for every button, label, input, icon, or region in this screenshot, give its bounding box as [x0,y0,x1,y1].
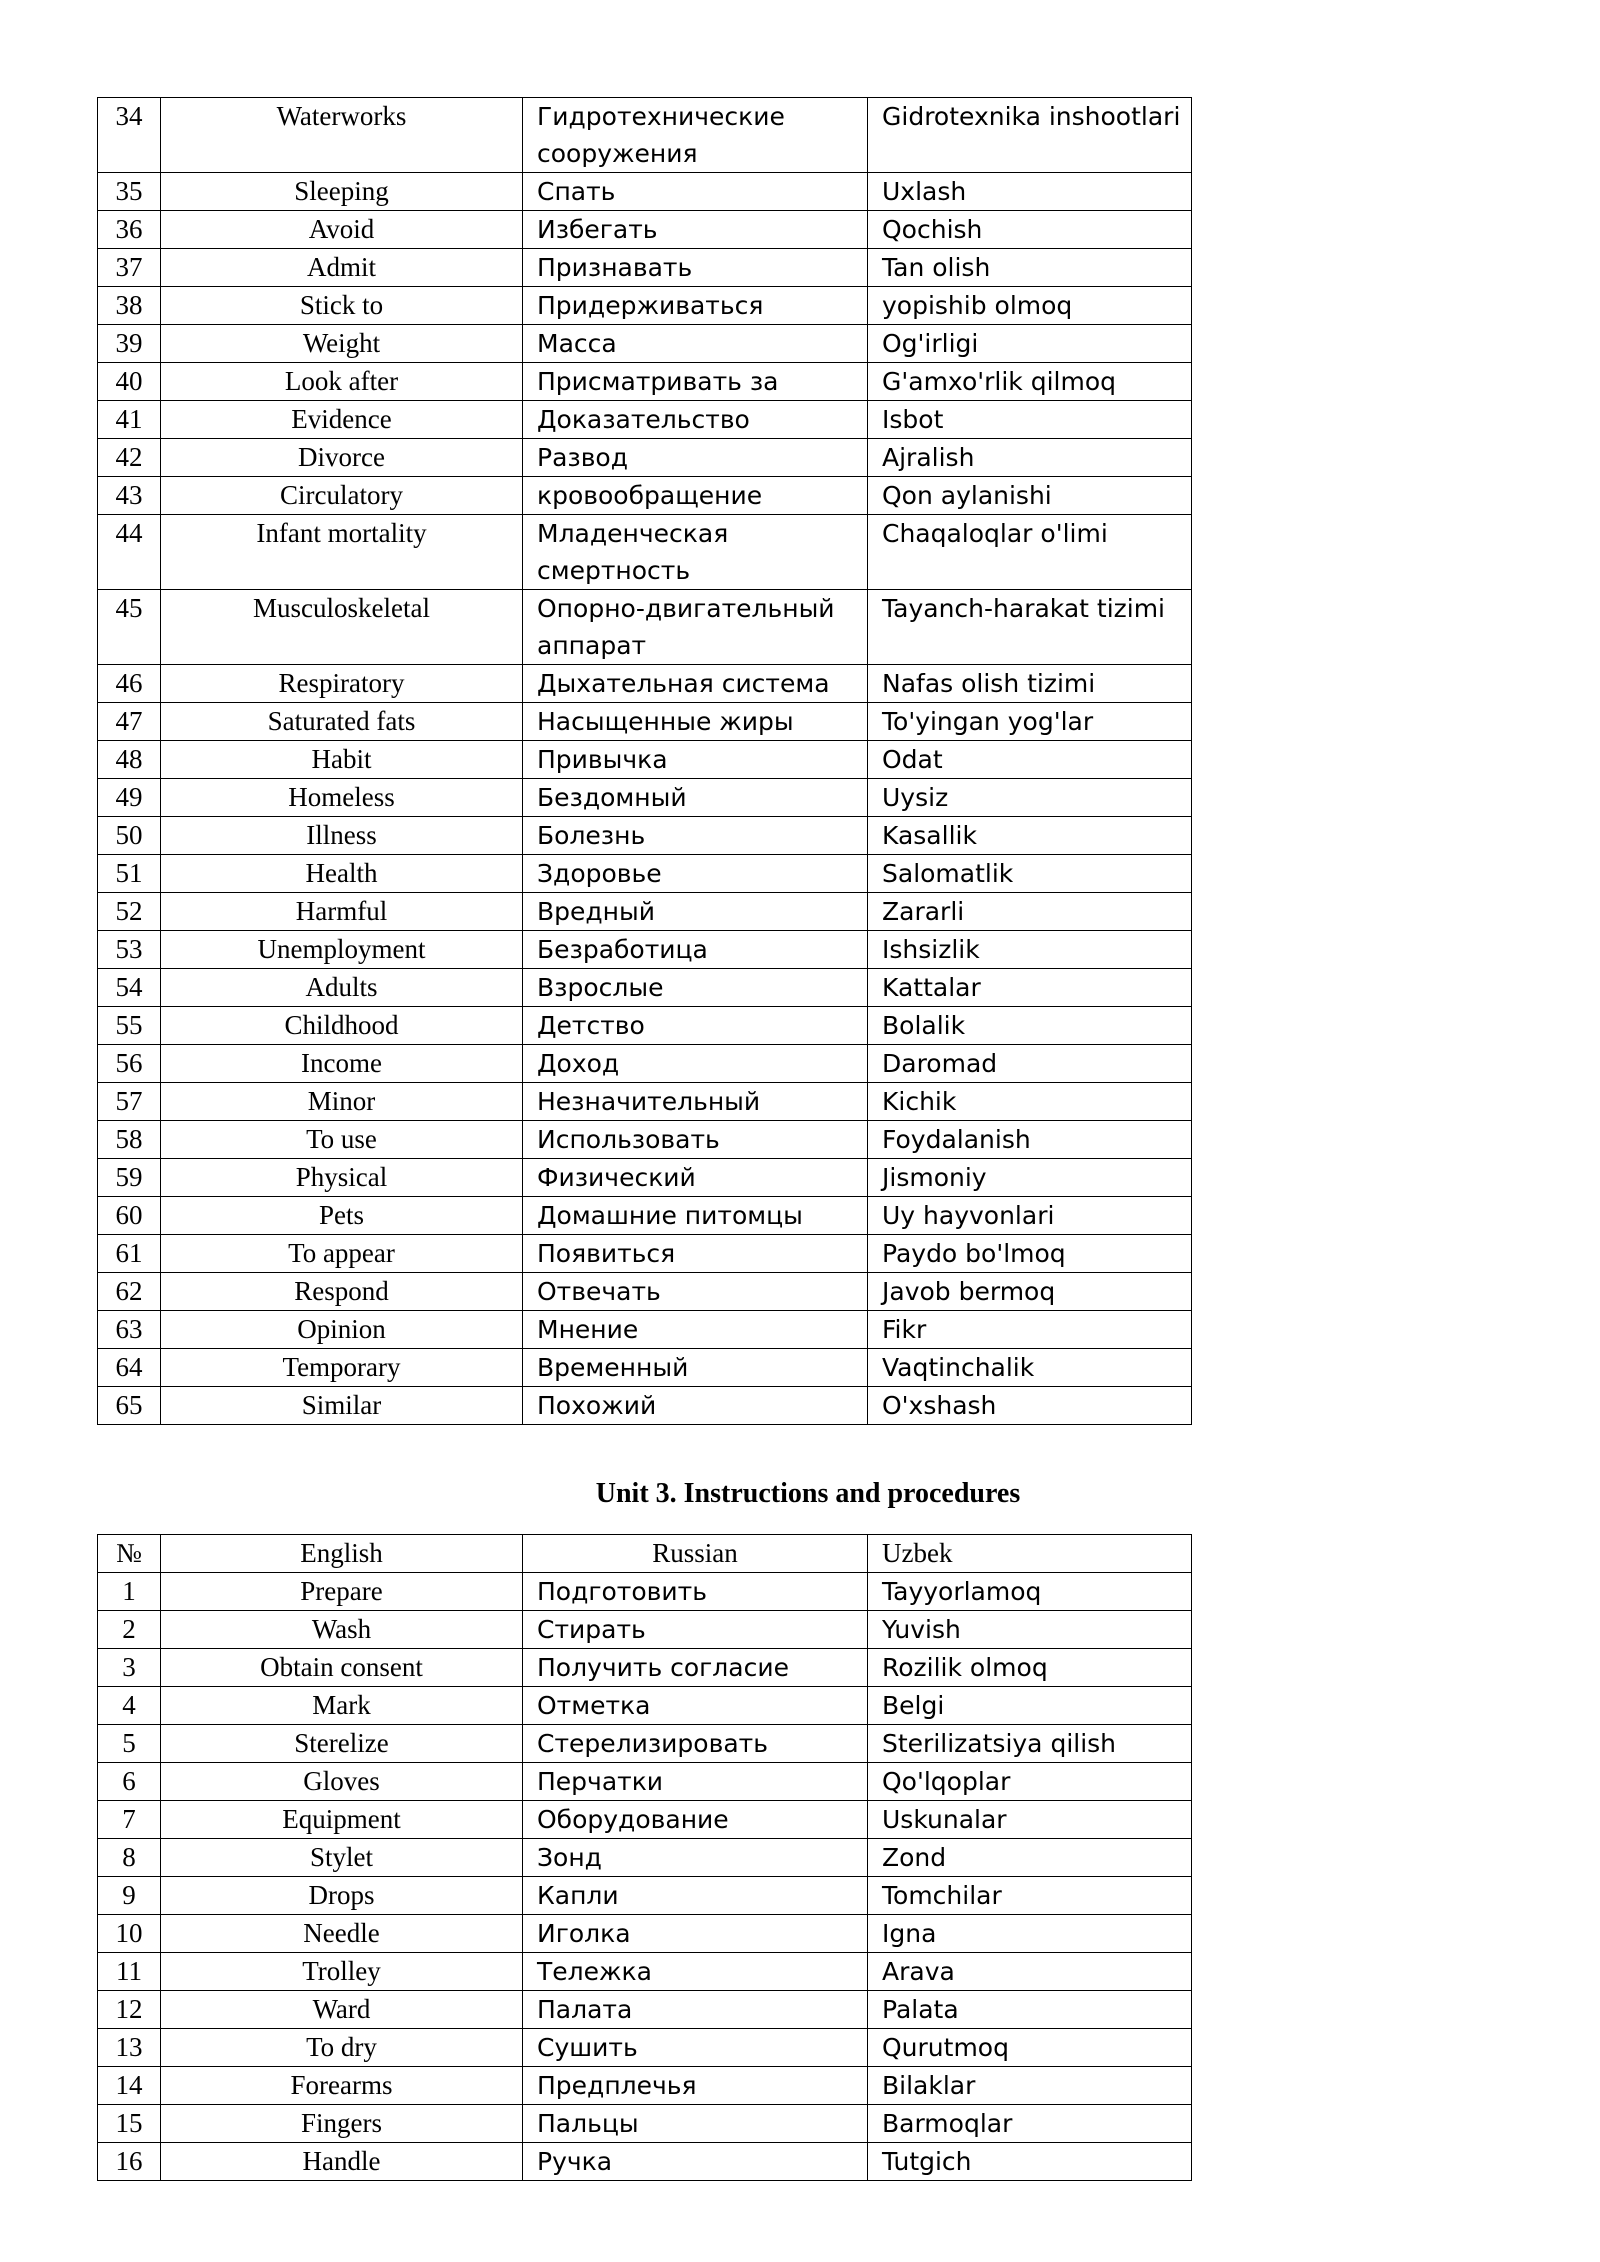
cell-uzbek: Vaqtinchalik [868,1349,1192,1387]
cell-number: 50 [98,817,161,855]
cell-number: 57 [98,1083,161,1121]
cell-uzbek: Kattalar [868,969,1192,1007]
cell-russian: Признавать [523,249,868,287]
table-row [98,1311,1192,1349]
cell-uzbek: Kichik [868,1083,1192,1121]
cell-english: Sleeping [161,173,523,211]
cell-number: 35 [98,173,161,211]
table-row [98,439,1192,477]
table-row [98,1763,1192,1801]
cell-english: Respond [161,1273,523,1311]
cell-english: Unemployment [161,931,523,969]
cell-english: Adults [161,969,523,1007]
cell-number: 39 [98,325,161,363]
table-row [98,779,1192,817]
cell-russian: Мнение [523,1311,868,1349]
cell-number: 5 [98,1725,161,1763]
cell-uzbek: Uysiz [868,779,1192,817]
table-row [98,969,1192,1007]
table-row [98,855,1192,893]
cell-number: 64 [98,1349,161,1387]
table-row [98,1801,1192,1839]
cell-english: Gloves [161,1763,523,1801]
cell-english: Pets [161,1197,523,1235]
cell-english: Admit [161,249,523,287]
cell-russian: Избегать [523,211,868,249]
cell-russian: Привычка [523,741,868,779]
cell-uzbek: Zond [868,1839,1192,1877]
header-english: English [161,1535,523,1573]
cell-uzbek: Tutgich [868,2143,1192,2181]
cell-uzbek: Zararli [868,893,1192,931]
table-row [98,1121,1192,1159]
table-row [98,173,1192,211]
cell-number: 40 [98,363,161,401]
cell-uzbek: Tayanch-harakat tizimi [868,590,1192,665]
cell-number: 1 [98,1573,161,1611]
cell-russian: Тележка [523,1953,868,1991]
cell-russian: Стерелизировать [523,1725,868,1763]
table-row [98,1839,1192,1877]
cell-uzbek: Arava [868,1953,1192,1991]
cell-russian: Болезнь [523,817,868,855]
cell-uzbek: Daromad [868,1045,1192,1083]
cell-russian: Взрослые [523,969,868,1007]
cell-number: 62 [98,1273,161,1311]
cell-english: To use [161,1121,523,1159]
table-row [98,1953,1192,1991]
cell-uzbek: Gidrotexnika inshootlari [868,98,1192,173]
cell-russian: Опорно-двигательный аппарат [523,590,868,665]
cell-english: Drops [161,1877,523,1915]
table-row [98,817,1192,855]
cell-uzbek: Chaqaloqlar o'limi [868,515,1192,590]
cell-english: Obtain consent [161,1649,523,1687]
cell-number: 55 [98,1007,161,1045]
cell-number: 4 [98,1687,161,1725]
cell-english: Musculoskeletal [161,590,523,665]
vocabulary-table-body [98,98,1192,1425]
cell-uzbek: Jismoniy [868,1159,1192,1197]
cell-russian: Использовать [523,1121,868,1159]
cell-number: 6 [98,1763,161,1801]
cell-russian: Капли [523,1877,868,1915]
cell-number: 61 [98,1235,161,1273]
cell-uzbek: Og'irligi [868,325,1192,363]
cell-uzbek: Fikr [868,1311,1192,1349]
table-row [98,1573,1192,1611]
cell-number: 59 [98,1159,161,1197]
table-row [98,1915,1192,1953]
cell-number: 49 [98,779,161,817]
cell-russian: Масса [523,325,868,363]
cell-number: 58 [98,1121,161,1159]
cell-uzbek: Uy hayvonlari [868,1197,1192,1235]
cell-uzbek: Foydalanish [868,1121,1192,1159]
cell-uzbek: Kasallik [868,817,1192,855]
cell-uzbek: G'amxo'rlik qilmoq [868,363,1192,401]
cell-english: Circulatory [161,477,523,515]
cell-uzbek: Nafas olish tizimi [868,665,1192,703]
table-row [98,1991,1192,2029]
table-row [98,665,1192,703]
header-russian: Russian [523,1535,868,1573]
cell-english: Saturated fats [161,703,523,741]
table-row [98,590,1192,665]
table-row [98,1007,1192,1045]
cell-russian: Домашние питомцы [523,1197,868,1235]
cell-russian: Спать [523,173,868,211]
table-row [98,98,1192,173]
cell-uzbek: Tomchilar [868,1877,1192,1915]
cell-russian: Доказательство [523,401,868,439]
table-row [98,2143,1192,2181]
cell-number: 51 [98,855,161,893]
cell-russian: Дыхательная система [523,665,868,703]
cell-number: 60 [98,1197,161,1235]
cell-number: 44 [98,515,161,590]
cell-number: 54 [98,969,161,1007]
table-row [98,477,1192,515]
cell-english: Childhood [161,1007,523,1045]
table-row [98,1725,1192,1763]
cell-russian: Физический [523,1159,868,1197]
table-row [98,1877,1192,1915]
cell-uzbek: Yuvish [868,1611,1192,1649]
cell-english: Ward [161,1991,523,2029]
cell-russian: Похожий [523,1387,868,1425]
cell-russian: Ручка [523,2143,868,2181]
cell-number: 45 [98,590,161,665]
cell-english: To dry [161,2029,523,2067]
cell-russian: Незначительный [523,1083,868,1121]
cell-uzbek: Sterilizatsiya qilish [868,1725,1192,1763]
cell-russian: Развод [523,439,868,477]
table-row [98,1235,1192,1273]
cell-russian: Стирать [523,1611,868,1649]
cell-english: Equipment [161,1801,523,1839]
cell-russian: Оборудование [523,1801,868,1839]
table-row [98,1197,1192,1235]
unit-title: Unit 3. Instructions and procedures [595,1478,1021,1509]
cell-english: Minor [161,1083,523,1121]
cell-number: 11 [98,1953,161,1991]
cell-number: 13 [98,2029,161,2067]
cell-number: 36 [98,211,161,249]
cell-russian: Вредный [523,893,868,931]
cell-russian: Палата [523,1991,868,2029]
cell-number: 52 [98,893,161,931]
table-row [98,1611,1192,1649]
cell-number: 12 [98,1991,161,2029]
cell-russian: Получить согласие [523,1649,868,1687]
cell-uzbek: Barmoqlar [868,2105,1192,2143]
table-row [98,211,1192,249]
cell-russian: Подготовить [523,1573,868,1611]
table-row [98,1045,1192,1083]
table-row [98,325,1192,363]
cell-number: 65 [98,1387,161,1425]
cell-english: Similar [161,1387,523,1425]
cell-uzbek: Palata [868,1991,1192,2029]
table-row [98,2067,1192,2105]
table-header-row [98,1535,1192,1573]
cell-uzbek: Qo'lqoplar [868,1763,1192,1801]
table-row [98,1083,1192,1121]
cell-uzbek: Javob bermoq [868,1273,1192,1311]
vocabulary-table-unit-3 [97,1534,1192,2181]
table-row [98,893,1192,931]
cell-uzbek: Belgi [868,1687,1192,1725]
cell-uzbek: Uxlash [868,173,1192,211]
cell-uzbek: Odat [868,741,1192,779]
cell-russian: Отвечать [523,1273,868,1311]
vocabulary-table-body [98,1573,1192,2181]
table-row [98,1387,1192,1425]
cell-russian: Зонд [523,1839,868,1877]
cell-english: Fingers [161,2105,523,2143]
cell-russian: Младенческая смертность [523,515,868,590]
cell-uzbek: Ishsizlik [868,931,1192,969]
cell-english: Temporary [161,1349,523,1387]
cell-uzbek: Paydo bo'lmoq [868,1235,1192,1273]
cell-english: Divorce [161,439,523,477]
cell-russian: Сушить [523,2029,868,2067]
cell-uzbek: Salomatlik [868,855,1192,893]
cell-english: Infant mortality [161,515,523,590]
cell-english: Sterelize [161,1725,523,1763]
table-row [98,2029,1192,2067]
table-row [98,1349,1192,1387]
cell-number: 46 [98,665,161,703]
cell-number: 9 [98,1877,161,1915]
cell-russian: кровообращение [523,477,868,515]
cell-number: 2 [98,1611,161,1649]
cell-number: 53 [98,931,161,969]
cell-number: 37 [98,249,161,287]
cell-english: Look after [161,363,523,401]
cell-russian: Гидротехнические сооружения [523,98,868,173]
cell-uzbek: Tayyorlamoq [868,1573,1192,1611]
cell-english: Prepare [161,1573,523,1611]
cell-english: Waterworks [161,98,523,173]
cell-number: 63 [98,1311,161,1349]
cell-english: Handle [161,2143,523,2181]
cell-number: 14 [98,2067,161,2105]
cell-number: 8 [98,1839,161,1877]
cell-number: 3 [98,1649,161,1687]
cell-english: Health [161,855,523,893]
cell-russian: Предплечья [523,2067,868,2105]
table-row [98,363,1192,401]
cell-russian: Придерживаться [523,287,868,325]
table-row [98,401,1192,439]
cell-number: 41 [98,401,161,439]
cell-english: Evidence [161,401,523,439]
cell-english: Mark [161,1687,523,1725]
cell-russian: Доход [523,1045,868,1083]
cell-number: 42 [98,439,161,477]
cell-english: Respiratory [161,665,523,703]
table-row [98,931,1192,969]
table-row [98,1649,1192,1687]
cell-uzbek: O'xshash [868,1387,1192,1425]
table-row [98,1687,1192,1725]
cell-english: Habit [161,741,523,779]
cell-russian: Временный [523,1349,868,1387]
vocabulary-table-unit-2 [97,97,1192,1425]
cell-number: 47 [98,703,161,741]
cell-english: Stylet [161,1839,523,1877]
cell-english: To appear [161,1235,523,1273]
cell-english: Wash [161,1611,523,1649]
cell-english: Stick to [161,287,523,325]
cell-english: Physical [161,1159,523,1197]
cell-number: 48 [98,741,161,779]
cell-number: 34 [98,98,161,173]
cell-russian: Здоровье [523,855,868,893]
table-row [98,741,1192,779]
cell-uzbek: Rozilik olmoq [868,1649,1192,1687]
cell-number: 16 [98,2143,161,2181]
header-number: № [98,1535,161,1573]
cell-uzbek: Bolalik [868,1007,1192,1045]
cell-english: Harmful [161,893,523,931]
cell-english: Income [161,1045,523,1083]
cell-uzbek: Uskunalar [868,1801,1192,1839]
cell-english: Opinion [161,1311,523,1349]
cell-uzbek: Bilaklar [868,2067,1192,2105]
table-row [98,287,1192,325]
cell-english: Trolley [161,1953,523,1991]
cell-english: Avoid [161,211,523,249]
table-row [98,703,1192,741]
cell-russian: Присматривать за [523,363,868,401]
cell-english: Homeless [161,779,523,817]
cell-russian: Насыщенные жиры [523,703,868,741]
cell-number: 38 [98,287,161,325]
cell-russian: Иголка [523,1915,868,1953]
table-row [98,515,1192,590]
cell-number: 15 [98,2105,161,2143]
cell-russian: Детство [523,1007,868,1045]
table-row [98,1159,1192,1197]
cell-number: 43 [98,477,161,515]
cell-russian: Появиться [523,1235,868,1273]
cell-russian: Безработица [523,931,868,969]
cell-russian: Бездомный [523,779,868,817]
cell-number: 56 [98,1045,161,1083]
header-uzbek: Uzbek [868,1535,1192,1573]
cell-uzbek: Qon aylanishi [868,477,1192,515]
cell-uzbek: Ajralish [868,439,1192,477]
cell-russian: Пальцы [523,2105,868,2143]
cell-uzbek: yopishib olmoq [868,287,1192,325]
cell-english: Forearms [161,2067,523,2105]
table-row [98,1273,1192,1311]
cell-uzbek: Qochish [868,211,1192,249]
cell-uzbek: Isbot [868,401,1192,439]
table-row [98,2105,1192,2143]
cell-english: Needle [161,1915,523,1953]
table-row [98,249,1192,287]
cell-english: Illness [161,817,523,855]
cell-uzbek: Tan olish [868,249,1192,287]
cell-uzbek: To'yingan yog'lar [868,703,1192,741]
cell-english: Weight [161,325,523,363]
cell-uzbek: Qurutmoq [868,2029,1192,2067]
cell-uzbek: Igna [868,1915,1192,1953]
cell-number: 10 [98,1915,161,1953]
cell-number: 7 [98,1801,161,1839]
cell-russian: Перчатки [523,1763,868,1801]
cell-russian: Отметка [523,1687,868,1725]
